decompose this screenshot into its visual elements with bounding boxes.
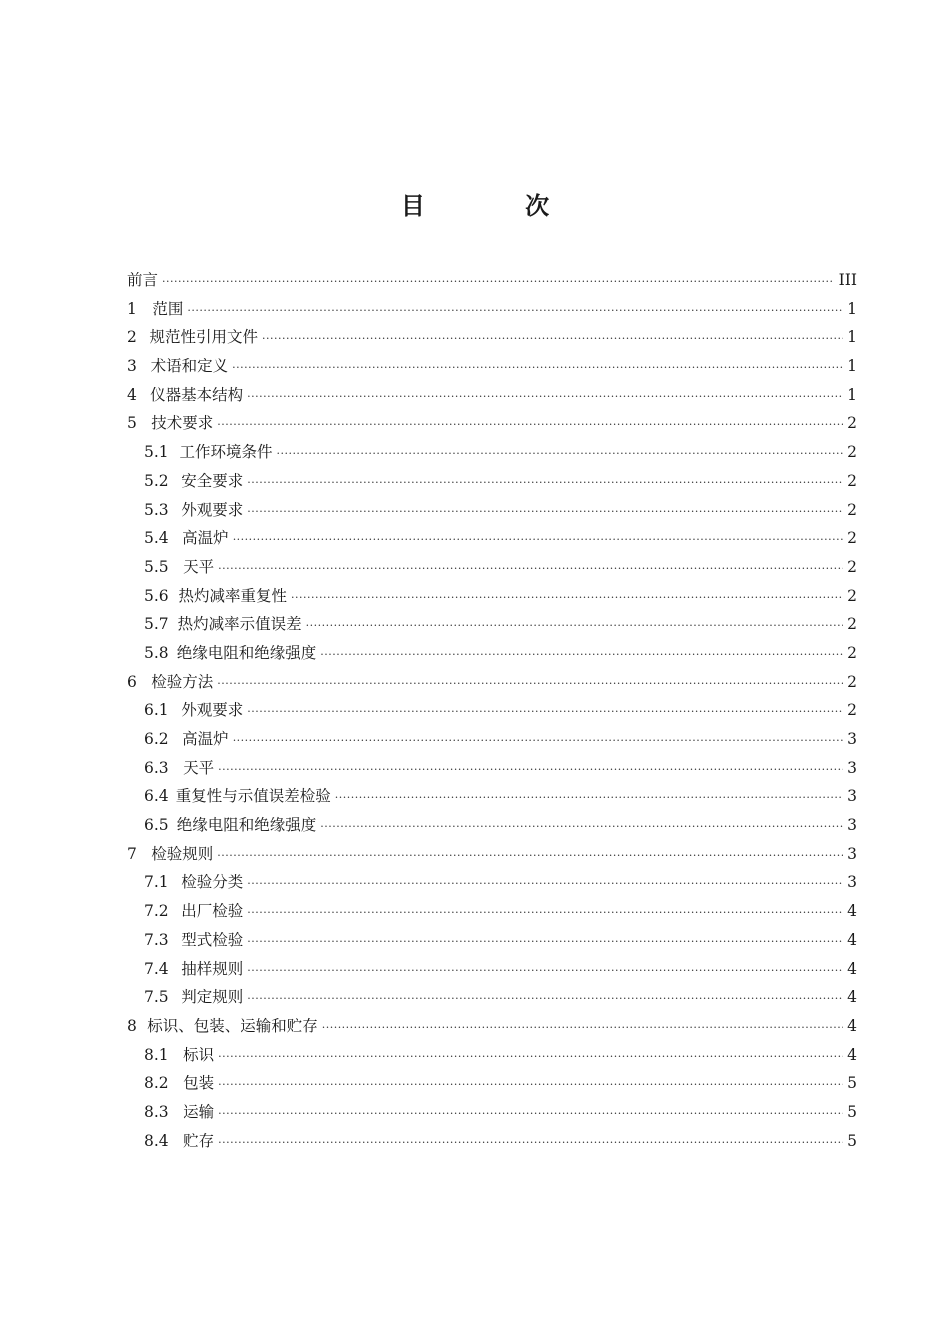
toc-leader-dots <box>218 555 843 584</box>
toc-entry-number: 5.4 <box>144 529 169 548</box>
toc-leader-dots <box>306 612 843 641</box>
toc-entry[interactable] <box>127 553 857 582</box>
toc-leader-dots <box>320 813 843 842</box>
toc-entry-page: 2 <box>847 471 857 490</box>
toc-entry-page: 3 <box>847 873 857 892</box>
toc-leader-dots <box>187 297 843 326</box>
toc-entry-label: 检验分类 <box>181 873 244 892</box>
toc-entry-number: 5.2 <box>144 471 169 490</box>
toc-entry-number: 8.4 <box>144 1131 169 1150</box>
toc-entry-number: 6.5 <box>144 816 169 835</box>
toc-entry-label: 范围 <box>152 299 184 318</box>
toc-entry[interactable] <box>127 438 857 467</box>
toc-entry-number: 5 <box>127 414 137 433</box>
toc-entry-label: 技术要求 <box>151 414 214 433</box>
toc-leader-dots <box>218 1129 843 1158</box>
toc-entry[interactable] <box>127 1127 857 1156</box>
toc-entry-label: 型式检验 <box>181 930 244 949</box>
toc-entry[interactable] <box>127 782 857 811</box>
toc-leader-dots <box>247 698 843 727</box>
toc-entry[interactable] <box>127 983 857 1012</box>
toc-entry-number: 7.4 <box>144 959 169 978</box>
toc-entry-label: 工作环境条件 <box>179 443 273 462</box>
toc-entry[interactable] <box>127 266 857 295</box>
toc-entry-page: 2 <box>847 672 857 691</box>
toc-entry-label: 前言 <box>127 271 159 289</box>
toc-entry-label: 判定规则 <box>181 988 244 1007</box>
toc-leader-dots <box>217 670 843 699</box>
toc-leader-dots <box>247 957 843 986</box>
toc-entry[interactable] <box>127 696 857 725</box>
toc-leader-dots <box>276 440 843 469</box>
toc-entry-label: 热灼减率重复性 <box>178 586 288 605</box>
toc-entry-page: 1 <box>847 385 857 404</box>
toc-entry-page: 4 <box>847 1045 857 1064</box>
toc-leader-dots <box>218 1043 843 1072</box>
toc-entry-number: 3 <box>127 357 137 376</box>
toc-entry[interactable] <box>127 352 857 381</box>
toc-entry[interactable] <box>127 1069 857 1098</box>
toc-leader-dots <box>335 784 843 813</box>
toc-entry-number: 5.3 <box>144 500 169 519</box>
toc-entry-page: 3 <box>847 730 857 748</box>
toc-entry-page: 1 <box>847 328 857 347</box>
toc-leader-dots <box>247 498 843 527</box>
toc-entry-page: 2 <box>847 586 857 605</box>
toc-entry-number: 8.2 <box>144 1074 169 1093</box>
toc-entry-number: 5.7 <box>144 615 169 634</box>
toc-entry-number: 6.2 <box>144 730 169 748</box>
toc-entry[interactable] <box>127 639 857 668</box>
toc-entry-number: 4 <box>127 385 137 404</box>
toc-entry-label: 抽样规则 <box>181 959 244 978</box>
toc-entry-number: 8.1 <box>144 1045 169 1064</box>
toc-entry-label: 安全要求 <box>181 471 244 490</box>
toc-leader-dots <box>291 584 843 613</box>
toc-entry-label: 绝缘电阻和绝缘强度 <box>176 816 317 835</box>
toc-entry-number: 5.5 <box>144 557 169 576</box>
toc-entry-number: 7.1 <box>144 873 169 892</box>
toc-entry-number: 6.4 <box>144 787 169 806</box>
toc-entry-label: 标识、包装、运输和贮存 <box>147 1016 318 1035</box>
toc-entry[interactable] <box>127 955 857 984</box>
toc-leader-dots <box>217 842 843 871</box>
toc-entry-page: 3 <box>847 816 857 835</box>
toc-entry[interactable] <box>127 496 857 525</box>
toc-entry[interactable] <box>127 1098 857 1127</box>
toc-entry-label: 贮存 <box>183 1131 215 1150</box>
toc-entry-page: 4 <box>847 988 857 1007</box>
toc-entry-page: 2 <box>847 701 857 720</box>
toc-entry-page: 4 <box>847 1016 857 1035</box>
toc-entry-page: 3 <box>847 844 857 863</box>
toc-leader-dots <box>218 1071 843 1100</box>
toc-entry[interactable] <box>127 610 857 639</box>
toc-leader-dots <box>218 756 843 785</box>
toc-entry[interactable] <box>127 926 857 955</box>
toc-leader-dots <box>233 727 843 756</box>
toc-entry[interactable] <box>127 754 857 783</box>
toc-entry-page: 2 <box>847 500 857 519</box>
toc-leader-dots <box>218 1100 843 1129</box>
toc-entry[interactable] <box>127 409 857 438</box>
toc-leader-dots <box>247 985 843 1014</box>
toc-entry-page: 4 <box>847 902 857 921</box>
toc-entry[interactable] <box>127 897 857 926</box>
toc-entry-label: 标识 <box>183 1045 215 1064</box>
toc-entry[interactable] <box>127 840 857 869</box>
toc-leader-dots <box>262 325 843 354</box>
toc-leader-dots <box>162 268 835 297</box>
toc-entry-page: 3 <box>847 787 857 806</box>
toc-leader-dots <box>247 870 843 899</box>
toc-entry-page: 4 <box>847 930 857 949</box>
toc-entry-label: 规范性引用文件 <box>149 328 259 347</box>
toc-entry[interactable] <box>127 1012 857 1041</box>
toc-entry-label: 术语和定义 <box>150 357 229 376</box>
toc-entry-number: 5.8 <box>144 643 169 662</box>
toc-entry-page: 4 <box>847 959 857 978</box>
toc-entry-page: 3 <box>847 758 857 777</box>
toc-entry-number: 5.6 <box>144 586 169 605</box>
toc-entry-page: 5 <box>847 1131 857 1150</box>
toc-entry-label: 天平 <box>183 758 215 777</box>
toc-entry[interactable] <box>127 381 857 410</box>
toc-leader-dots <box>247 383 843 412</box>
toc-entry-page: 2 <box>847 557 857 576</box>
toc-entry[interactable] <box>127 1041 857 1070</box>
toc-entry-number: 1 <box>127 299 137 318</box>
toc-entry-label: 外观要求 <box>181 701 244 720</box>
toc-entry-page: III <box>838 271 857 289</box>
toc-entry-number: 2 <box>127 328 137 347</box>
toc-entry-label: 重复性与示值误差检验 <box>175 787 331 806</box>
toc-entry[interactable] <box>127 295 857 324</box>
toc-entry-page: 1 <box>847 357 857 376</box>
toc-entry-label: 运输 <box>183 1102 215 1121</box>
toc-leader-dots <box>247 928 843 957</box>
toc-entry-label: 高温炉 <box>182 730 229 748</box>
toc-entry-page: 2 <box>847 443 857 462</box>
toc-entry-page: 2 <box>847 414 857 433</box>
toc-entry-label: 检验方法 <box>151 672 214 691</box>
toc-entry-page: 2 <box>847 529 857 548</box>
toc-entry-page: 2 <box>847 643 857 662</box>
toc-entry-number: 5.1 <box>144 443 169 462</box>
toc-entry-number: 6.1 <box>144 701 169 720</box>
toc-entry[interactable] <box>127 582 857 611</box>
toc-entry-number: 7.5 <box>144 988 169 1007</box>
toc-entry-number: 7 <box>127 844 137 863</box>
toc-entry-label: 包装 <box>183 1074 215 1093</box>
toc-leader-dots <box>217 411 843 440</box>
toc-leader-dots <box>247 899 843 928</box>
toc-entry-label: 高温炉 <box>182 529 229 548</box>
toc-entry[interactable] <box>127 323 857 352</box>
toc-entry-number: 8 <box>127 1016 137 1035</box>
toc-entry[interactable] <box>127 467 857 496</box>
toc-entry-page: 5 <box>847 1074 857 1093</box>
toc-entry[interactable] <box>127 725 857 754</box>
table-of-contents <box>127 266 857 1155</box>
toc-entry-number: 7.3 <box>144 930 169 949</box>
toc-entry-number: 8.3 <box>144 1102 169 1121</box>
toc-entry-number: 6.3 <box>144 758 169 777</box>
toc-entry-label: 仪器基本结构 <box>150 385 244 404</box>
toc-entry-page: 2 <box>847 615 857 634</box>
toc-entry-number: 7.2 <box>144 902 169 921</box>
toc-entry[interactable] <box>127 524 857 553</box>
toc-entry-label: 热灼减率示值误差 <box>177 615 302 634</box>
toc-entry-label: 检验规则 <box>151 844 214 863</box>
toc-entry[interactable] <box>127 811 857 840</box>
toc-leader-dots <box>232 354 843 383</box>
toc-leader-dots <box>320 641 843 670</box>
toc-entry-label: 天平 <box>183 557 215 576</box>
toc-entry-page: 1 <box>847 299 857 318</box>
toc-entry-label: 出厂检验 <box>181 902 244 921</box>
toc-leader-dots <box>322 1014 843 1043</box>
page-title: 目 次 <box>400 192 596 220</box>
toc-entry[interactable] <box>127 668 857 697</box>
toc-leader-dots <box>233 526 843 555</box>
toc-entry[interactable] <box>127 868 857 897</box>
toc-entry-label: 外观要求 <box>181 500 244 519</box>
toc-entry-label: 绝缘电阻和绝缘强度 <box>176 643 317 662</box>
toc-leader-dots <box>247 469 843 498</box>
toc-entry-number: 6 <box>127 672 137 691</box>
toc-entry-page: 5 <box>847 1102 857 1121</box>
